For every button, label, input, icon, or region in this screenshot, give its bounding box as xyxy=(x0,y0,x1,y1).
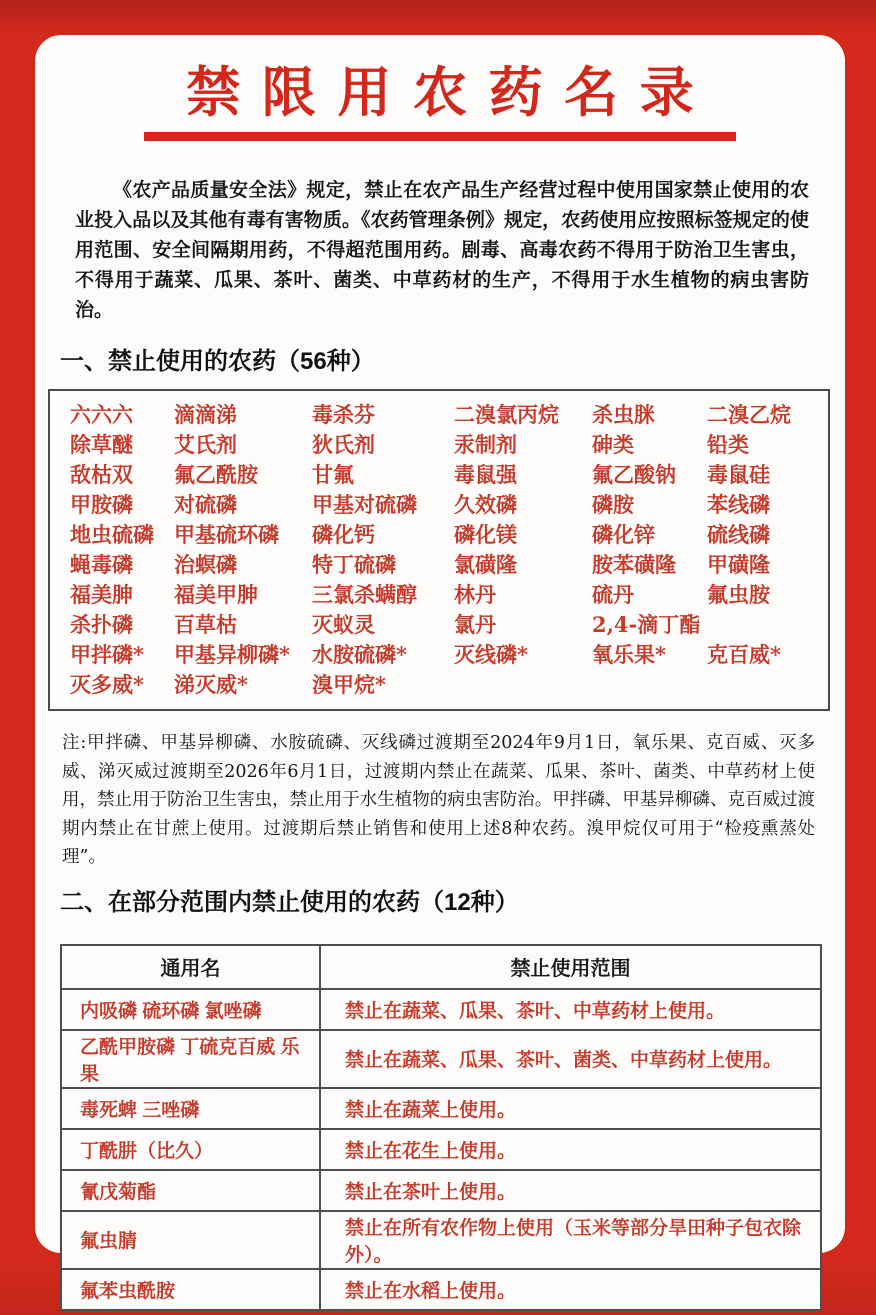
pesticide-name: 杀虫脒 xyxy=(592,402,655,427)
pesticide-name: 甘氟 xyxy=(312,462,354,487)
pesticide-name: 对硫磷 xyxy=(174,492,237,517)
pesticide-name: 地虫硫磷 xyxy=(70,522,154,547)
pesticide-name: 杀扑磷 xyxy=(70,612,133,637)
pesticide-name: 蝇毒磷 xyxy=(70,552,133,577)
prohibited-scope: 禁止在水稻上使用。 xyxy=(320,1269,821,1310)
pesticide-name: 狄氏剂 xyxy=(312,432,375,457)
prohibited-scope: 禁止在茶叶上使用。 xyxy=(320,1170,821,1211)
pesticide-name: 磷化镁 xyxy=(454,522,517,547)
prohibited-scope: 禁止在蔬菜上使用。 xyxy=(320,1088,821,1129)
title-block xyxy=(35,35,845,141)
pesticide-name: 甲胺磷 xyxy=(70,492,133,517)
prohibited-scope: 禁止在花生上使用。 xyxy=(320,1129,821,1170)
pesticide-name: 苯线磷 xyxy=(707,492,770,517)
pesticide-name: 久效磷 xyxy=(454,492,517,517)
pesticide-name: 氟乙酸钠 xyxy=(592,462,676,487)
table-row xyxy=(61,1129,821,1170)
pesticide-name: 林丹 xyxy=(454,582,496,607)
pesticide-name: 除草醚 xyxy=(70,432,133,457)
pesticide-row xyxy=(70,610,828,640)
content-panel xyxy=(35,35,845,1302)
pesticide-row xyxy=(70,430,828,460)
prohibited-scope: 禁止在蔬菜、瓜果、茶叶、菌类、中草药材上使用。 xyxy=(320,1030,821,1088)
pesticide-name: 磷化钙 xyxy=(312,522,375,547)
pesticide-name: 六六六 xyxy=(70,402,133,427)
column-header-generic-name: 通用名 xyxy=(61,945,320,989)
pesticide-name: 2,4-滴丁酯 xyxy=(592,612,701,637)
pesticide-name: 二溴氯丙烷 xyxy=(454,402,559,427)
pesticide-generic-name: 氟苯虫酰胺 xyxy=(61,1269,320,1310)
table-row xyxy=(61,989,821,1030)
pesticide-name: 氧乐果* xyxy=(592,642,666,667)
pesticide-name: 毒鼠强 xyxy=(454,462,517,487)
pesticide-row xyxy=(70,460,828,490)
prohibited-scope: 禁止在所有农作物上使用（玉米等部分旱田种子包衣除外）。 xyxy=(320,1211,821,1269)
pesticide-row xyxy=(70,550,828,580)
pesticide-name: 磷胺 xyxy=(592,492,634,517)
pesticide-generic-name: 乙酰甲胺磷 丁硫克百威 乐果 xyxy=(61,1030,320,1088)
table-row xyxy=(61,1170,821,1211)
pesticide-name: 甲基硫环磷 xyxy=(174,522,279,547)
section2-heading: 二、在部分范围内禁止使用的农药（12种） xyxy=(60,888,519,916)
pesticide-name: 甲基对硫磷 xyxy=(312,492,417,517)
section1-heading: 一、禁止使用的农药（56种） xyxy=(60,348,375,375)
table-row xyxy=(61,1269,821,1310)
pesticide-name: 砷类 xyxy=(592,432,634,457)
pesticide-name: 氟乙酰胺 xyxy=(174,462,258,487)
pesticide-generic-name: 氰戊菊酯 xyxy=(61,1170,320,1211)
pesticide-name: 氯丹 xyxy=(454,612,496,637)
pesticide-name: 治螟磷 xyxy=(174,552,237,577)
pesticide-name: 艾氏剂 xyxy=(174,432,237,457)
title-underline xyxy=(144,132,736,141)
page-title: 禁限用农药名录 xyxy=(186,60,716,124)
pesticide-name: 福美甲胂 xyxy=(174,582,258,607)
pesticide-name: 二溴乙烷 xyxy=(707,402,791,427)
pesticide-name: 灭多威* xyxy=(70,672,144,697)
table-row xyxy=(61,1211,821,1269)
restricted-pesticides-table xyxy=(60,944,822,1311)
pesticide-name: 磷化锌 xyxy=(592,522,655,547)
pesticide-row xyxy=(70,640,828,670)
pesticide-name: 溴甲烷* xyxy=(312,672,386,697)
pesticide-row xyxy=(70,580,828,610)
pesticide-name: 敌枯双 xyxy=(70,462,133,487)
pesticide-row xyxy=(70,400,828,430)
pesticide-generic-name: 内吸磷 硫环磷 氯唑磷 xyxy=(61,989,320,1030)
pesticide-generic-name: 氟虫腈 xyxy=(61,1211,320,1269)
pesticide-name: 氟虫胺 xyxy=(707,582,770,607)
pesticide-name: 毒杀芬 xyxy=(312,402,375,427)
pesticide-generic-name: 毒死蜱 三唑磷 xyxy=(61,1088,320,1129)
pesticide-name: 克百威* xyxy=(707,642,781,667)
table-header-row xyxy=(61,945,821,989)
pesticide-name: 铅类 xyxy=(707,432,749,457)
intro-paragraph: 《农产品质量安全法》规定，禁止在农产品生产经营过程中使用国家禁止使用的农业投入品以及其他有毒有害物质。《农药管理条例》规定，农药使用应按照标签规定的使用范围、安全间隔期用药，不得超范围用药。剧毒、高毒农药不得用于防治卫生害虫，不得用于蔬菜、瓜果、茶叶、菌类、中草药材的生产，不得用于水生植物的病虫害防治。 xyxy=(75,179,809,321)
pesticide-name: 毒鼠硅 xyxy=(707,462,770,487)
column-header-prohibited-scope: 禁止使用范围 xyxy=(320,945,821,989)
banned-pesticides-box xyxy=(48,389,830,711)
pesticide-name: 灭蚁灵 xyxy=(312,612,375,637)
pesticide-name: 硫丹 xyxy=(592,582,634,607)
note-paragraph: 注:甲拌磷、甲基异柳磷、水胺硫磷、灭线磷过渡期至2024年9月1日，氧乐果、克百威、灭多威、涕灭威过渡期至2026年6月1日，过渡期内禁止在蔬菜、瓜果、茶叶、菌类、中草药材上使用，禁止用于防治卫生害虫，禁止用于水生植物的病虫害防治。甲拌磷、甲基异柳磷、克百威过渡期内禁止在甘蔗上使用。过渡期后禁止销售和使用上述8种农药。溴甲烷仅可用于“检疫熏蒸处理”。 xyxy=(62,733,815,867)
pesticide-name: 滴滴涕 xyxy=(174,402,237,427)
pesticide-name: 涕灭威* xyxy=(174,672,248,697)
pesticide-name: 甲拌磷* xyxy=(70,642,144,667)
pesticide-row xyxy=(70,670,828,700)
table-row xyxy=(61,1088,821,1129)
pesticide-name: 特丁硫磷 xyxy=(312,552,396,577)
pesticide-row xyxy=(70,520,828,550)
pesticide-name: 灭线磷* xyxy=(454,642,528,667)
prohibited-scope: 禁止在蔬菜、瓜果、茶叶、中草药材上使用。 xyxy=(320,989,821,1030)
pesticide-name: 三氯杀螨醇 xyxy=(312,582,417,607)
pesticide-name: 福美胂 xyxy=(70,582,133,607)
table-row xyxy=(61,1030,821,1088)
pesticide-name: 百草枯 xyxy=(174,612,237,637)
pesticide-name: 甲基异柳磷* xyxy=(174,642,290,667)
pesticide-name: 汞制剂 xyxy=(454,432,517,457)
pesticide-name: 胺苯磺隆 xyxy=(592,552,676,577)
pesticide-name: 硫线磷 xyxy=(707,522,770,547)
pesticide-row xyxy=(70,490,828,520)
pesticide-name: 氯磺隆 xyxy=(454,552,517,577)
pesticide-name: 水胺硫磷* xyxy=(312,642,407,667)
pesticide-name: 甲磺隆 xyxy=(707,552,770,577)
pesticide-generic-name: 丁酰肼（比久） xyxy=(61,1129,320,1170)
